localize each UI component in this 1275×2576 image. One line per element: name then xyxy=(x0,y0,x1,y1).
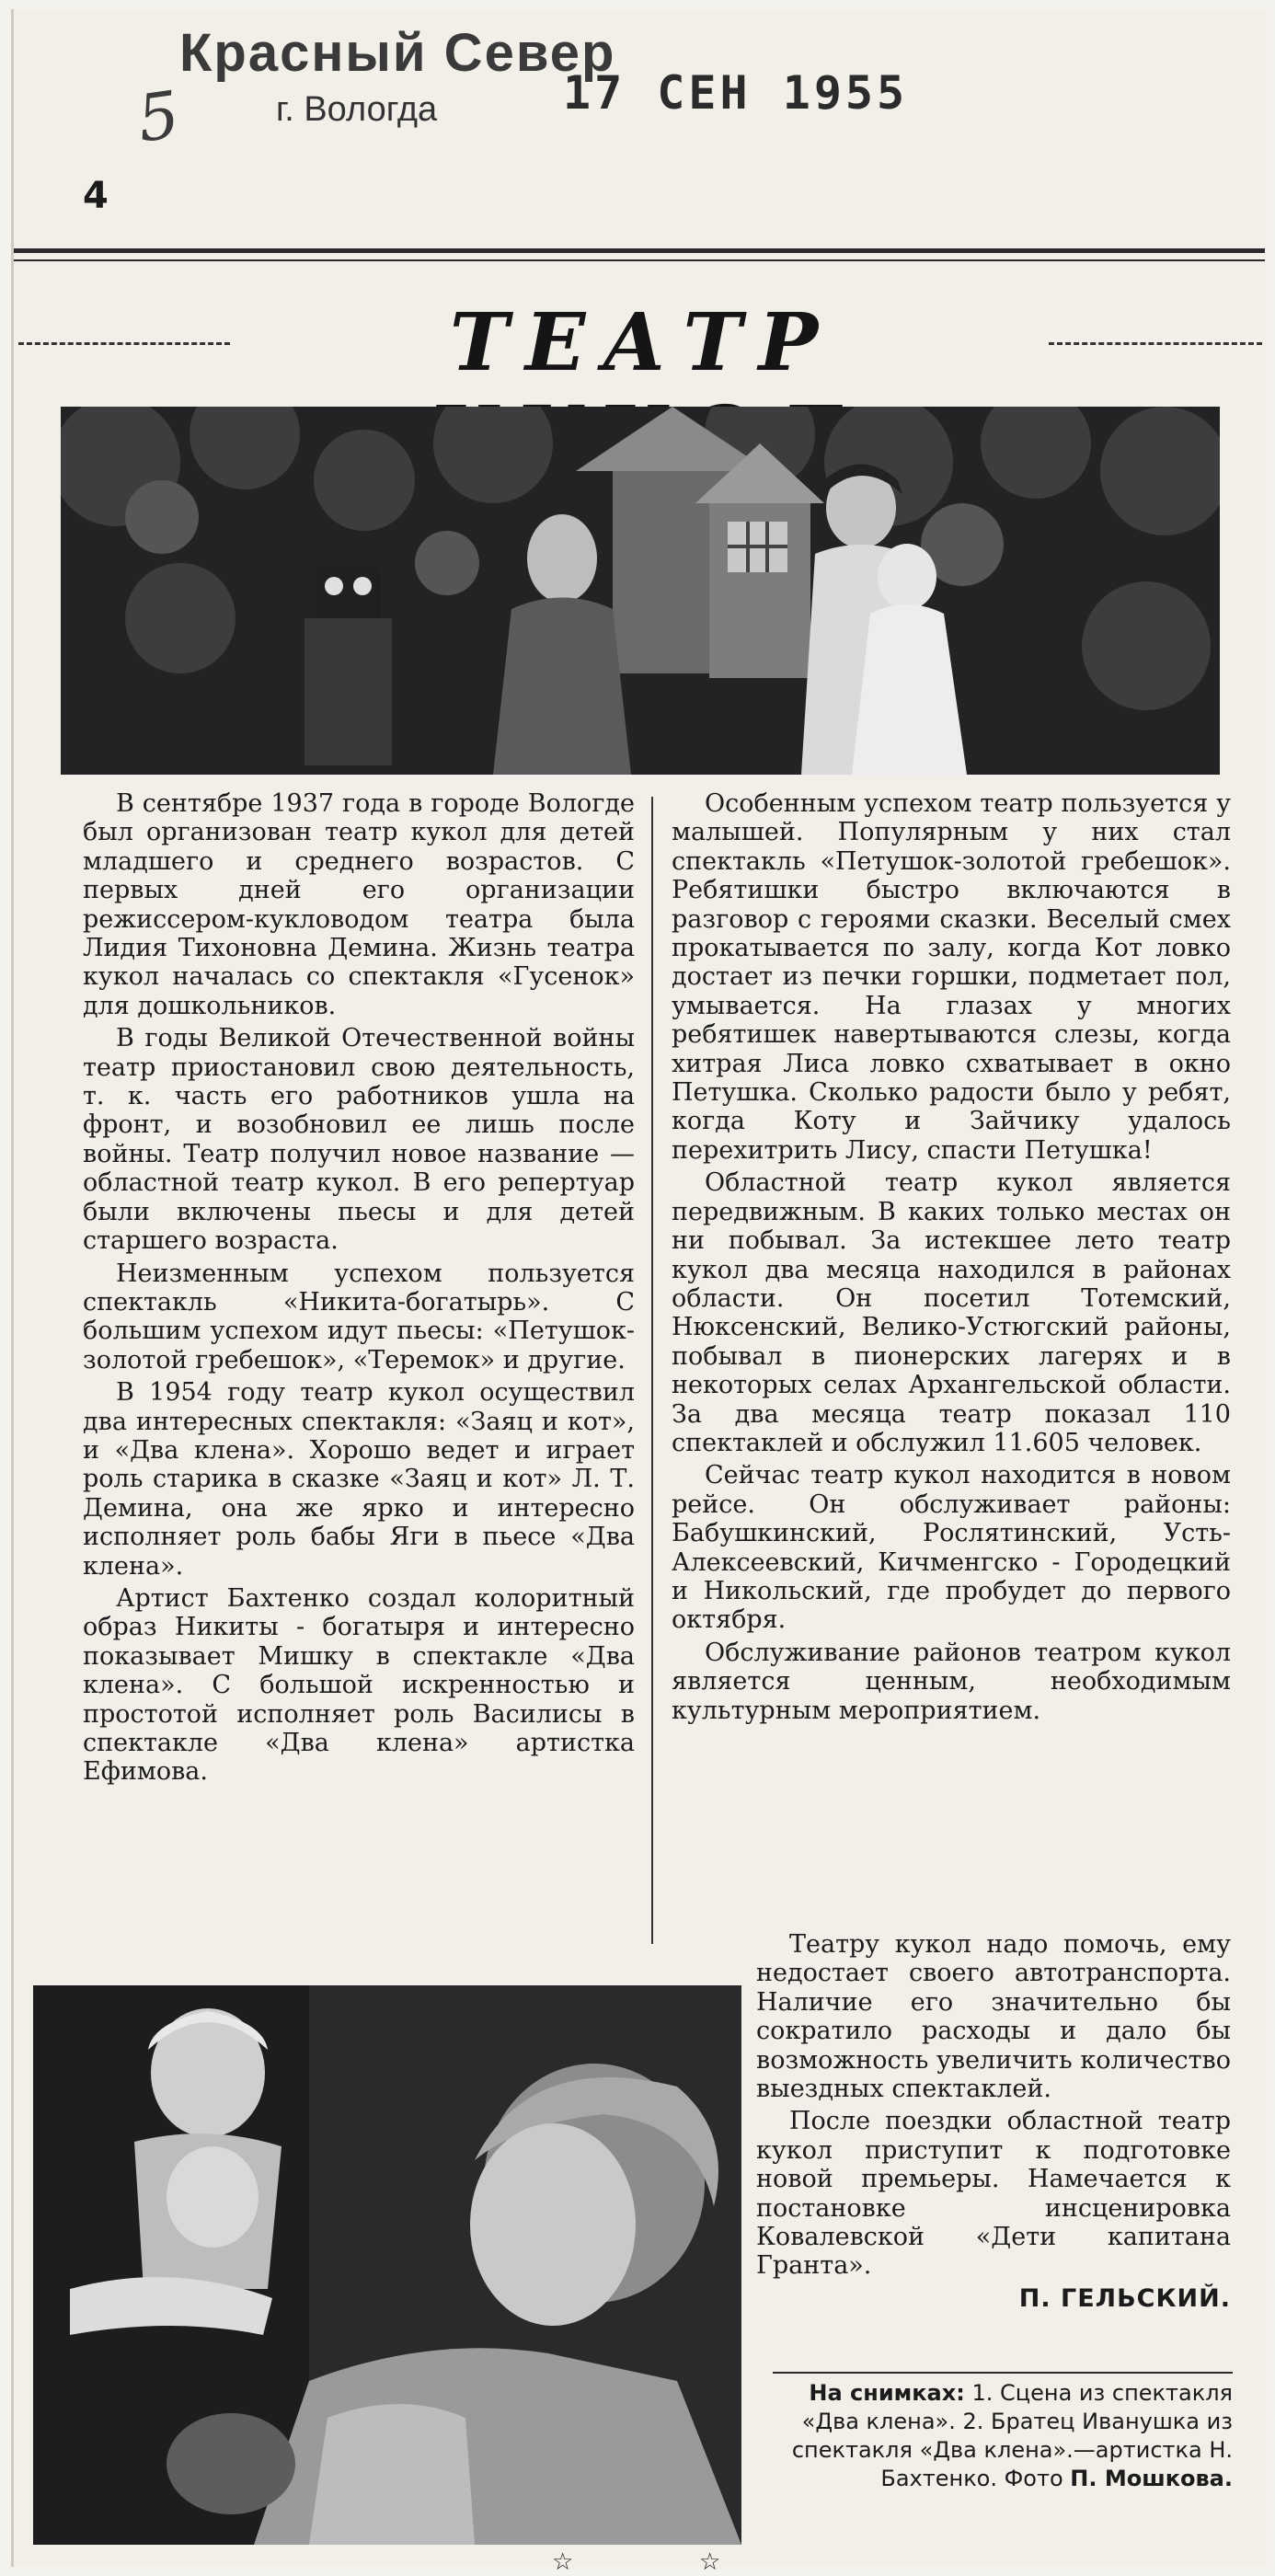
paragraph: Театру кукол надо помочь, ему недостает своего автотранспорта. Наличие его значительно бы сократило расходы и дало бы возможность увеличить количество выездных спектаклей. xyxy=(756,1930,1231,2104)
paragraph: Областной театр кукол является передвижным. В каких только местах он ни побывал. За истекшее лето театр кукол два месяца находился в районах области. Он посетил Тотемский, Нюксенский, Велико-Устюгский районы, побывал в пионерских лагерях и в некоторых селах Архангельской области. За два месяца театр показал 110 спектаклей и обслужил 11.605 человек. xyxy=(672,1168,1231,1457)
author-signature: П. ГЕЛЬСКИЙ. xyxy=(1018,2283,1231,2313)
header-rule xyxy=(14,248,1265,253)
page-number: 4 xyxy=(83,175,109,217)
star-ornament: ☆ xyxy=(699,2548,721,2576)
caption-lead: На снимках: xyxy=(809,2380,965,2406)
paragraph: Сейчас театр кукол находится в новом рейсе. Он обслуживает районы: Бабушкинский, Рослятинский, Усть-Алексеевский, Кичменгско - Городецкий и Никольский, где пробудет до первого октября. xyxy=(672,1461,1231,1635)
column-divider xyxy=(651,797,653,1944)
caption-photo-label: Фото xyxy=(1004,2466,1063,2491)
title-dash-left xyxy=(18,342,230,348)
paragraph: После поездки областной театр кукол приступит к подготовке новой премьеры. Намечается к постановке инсценировка Ковалевской «Дети капитана Гранта». xyxy=(756,2107,1231,2281)
paragraph: В сентябре 1937 года в городе Вологде был организован театр кукол для детей младшего и среднего возрастов. С первых дней его организации режиссером-кукловодом театра была Лидия Тихоновна Демина. Жизнь театра кукол началась со спектакля «Гусенок» для дошкольников. xyxy=(83,789,635,1020)
paragraph: В годы Великой Отечественной войны театр приостановил свою деятельность, т. к. часть его работников ушла на фронт, и возобновил ее лишь после войны. Театр получил новое название — областной театр кукол. В его репертуар были включены пьесы и для детей старшего возраста. xyxy=(83,1024,635,1256)
paragraph: Особенным успехом театр пользуется у малышей. Популярным у них стал спектакль «Петушок-золотой гребешок». Ребятишки быстро включаются в разговор с героями сказки. Веселый смех прокатывается по залу, когда Кот ловко достает из печки горшки, подметает пол, умывается. На глазах у многих ребятишек навертываются слезы, когда хитрая Лиса ловко схватывает в окно Петушка. Сколько радости было у ребят, когда Коту и Зайчику удалось перехитрить Лису, спасти Петушка! xyxy=(672,789,1231,1165)
title-dash-right xyxy=(1049,342,1262,348)
caption-rule xyxy=(773,2372,1233,2374)
stamp-date: 17 СЕН 1955 xyxy=(563,66,909,120)
article-column-bottom xyxy=(756,1930,1231,2317)
photo-bratets-ivanushka xyxy=(33,1985,741,2545)
caption-photographer: П. Мошкова. xyxy=(1070,2466,1233,2491)
header-rule-thin xyxy=(14,259,1265,261)
stamp-city: г. Вологда xyxy=(276,90,438,129)
article-title: ТЕАТР xyxy=(449,296,835,389)
stamp-paper-name: Красный Север xyxy=(179,23,616,83)
handwritten-number: 5 xyxy=(132,76,185,157)
article-column-left xyxy=(83,789,635,1790)
paragraph: Неизменным успехом пользуется спектакль «Никита-богатырь». С большим успехом идут пьесы: «Петушок-золотой гребешок», «Теремок» и другие. xyxy=(83,1259,635,1374)
photo-caption xyxy=(778,2379,1233,2493)
star-ornament: ☆ xyxy=(552,2548,574,2576)
paragraph: В 1954 году театр кукол осуществил два интересных спектакля: «Заяц и кот», и «Два клена». Хорошо ведет и играет роль старика в сказке «Заяц и кот» Л. Т. Демина, она же ярко и интересно исполняет роль бабы Яги в пьесе «Два клена». xyxy=(83,1378,635,1581)
photo-scene-dva-klena xyxy=(61,407,1220,775)
caption-text: 1. Сцена из спектакля «Два клена». 2. Братец Иванушка из спектакля «Два клена».—артистка Н. Бахтенко. xyxy=(791,2380,1233,2491)
paragraph: Обслуживание районов театром кукол является ценным, необходимым культурным мероприятием. xyxy=(672,1638,1231,1725)
article-column-right xyxy=(672,789,1231,1729)
paragraph: Артист Бахтенко создал колоритный образ Никиты - богатыря и интересно показывает Мишку в спектакле «Два клена». С большой искренностью и простотой исполняет роль Василисы в спектакле «Два клена» артистка Ефимова. xyxy=(83,1583,635,1787)
